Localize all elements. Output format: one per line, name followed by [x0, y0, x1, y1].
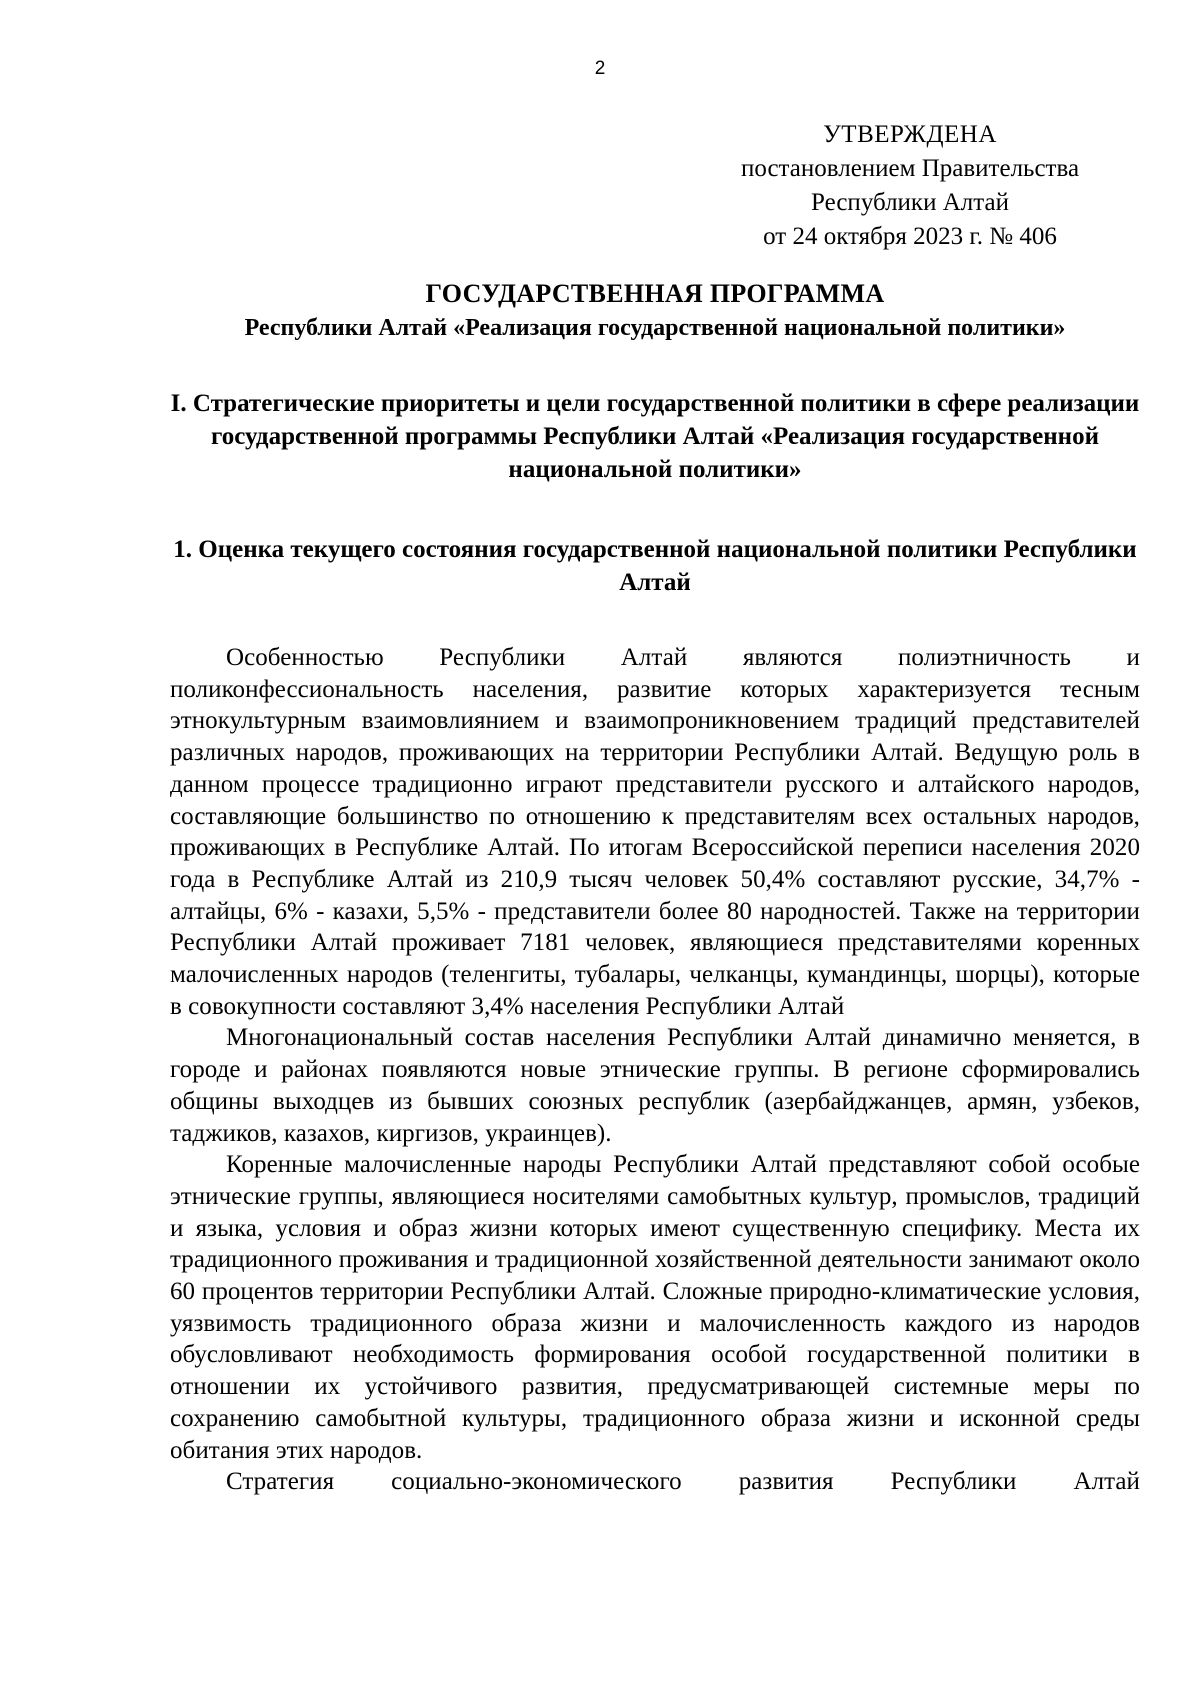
- paragraph: Многонациональный состав населения Республики Алтай динамично меняется, в городе и районах появляются новые этнические группы. В регионе сформировались общины выходцев из бывших союзных республик (азербайджанцев, армян, узбеков, таджиков, казахов, киргизов, украинцев).: [170, 1024, 1140, 1147]
- approved-label: УТВЕРЖДЕНА: [823, 121, 997, 148]
- page-number: 2: [594, 58, 606, 79]
- approval-stamp-block: [690, 118, 1130, 254]
- section-heading: I. Стратегические приоритеты и цели государственной политики в сфере реализации государственной программы Республики Алтай «Реализация государственной национальной политики»: [170, 390, 1140, 483]
- body-text: [170, 642, 1140, 1498]
- subsection-heading: 1. Оценка текущего состояния государственной национальной политики Республики Алтай: [173, 536, 1137, 596]
- approval-line-decree: постановлением Правительства: [740, 155, 1080, 182]
- paragraph: Коренные малочисленные народы Республики Алтай представляют собой особые этнические группы, являющиеся носителями самобытных культур, промыслов, традиций и языка, условия и образ жизни которых имеют существенную специфику. Места их традиционного проживания и традиционной хозяйственной деятельности занимают около 60 процентов территории Республики Алтай. Сложные природно-климатические условия, уязвимость традиционного образа жизни и малочисленность каждого из народов обусловливают необходимость формирования особой государственной политики в отношении их устойчивого развития, предусматривающей системные меры по сохранению самобытной культуры, традиционного образа жизни и исконной среды обитания этих народов.: [170, 1151, 1140, 1464]
- paragraph: Особенностью Республики Алтай являются полиэтничность и поликонфессиональность населения, развитие которых характеризуется тесным этнокультурным взаимовлиянием и взаимопроникновением традиций представителей различных народов, проживающих на территории Республики Алтай. Ведущую роль в данном процессе традиционно играют представители русского и алтайского народов, составляющие большинство по отношению к представителям всех остальных народов, проживающих в Республике Алтай. По итогам Всероссийской переписи населения 2020 года в Республике Алтай из 210,9 тысяч человек 50,4% составляют русские, 34,7% - алтайцы, 6% - казахи, 5,5% - представители более 80 народностей. Также на территории Республики Алтай проживает 7181 человек, являющиеся представителями коренных малочисленных народов (теленгиты, тубалары, челканцы, кумандинцы, шорцы), которые в совокупности составляют 3,4% населения Республики Алтай: [170, 644, 1140, 1020]
- approval-line-date: от 24 октября 2023 г. № 406: [763, 223, 1057, 250]
- paragraph: Стратегия социально-экономического развития Республики Алтай: [226, 1468, 1140, 1496]
- program-title: ГОСУДАРСТВЕННАЯ ПРОГРАММА: [425, 279, 885, 308]
- approval-line-republic: Республики Алтай: [811, 189, 1009, 216]
- program-subtitle: Республики Алтай «Реализация государственной национальной политики»: [244, 315, 1066, 341]
- document-body: [170, 277, 1140, 1498]
